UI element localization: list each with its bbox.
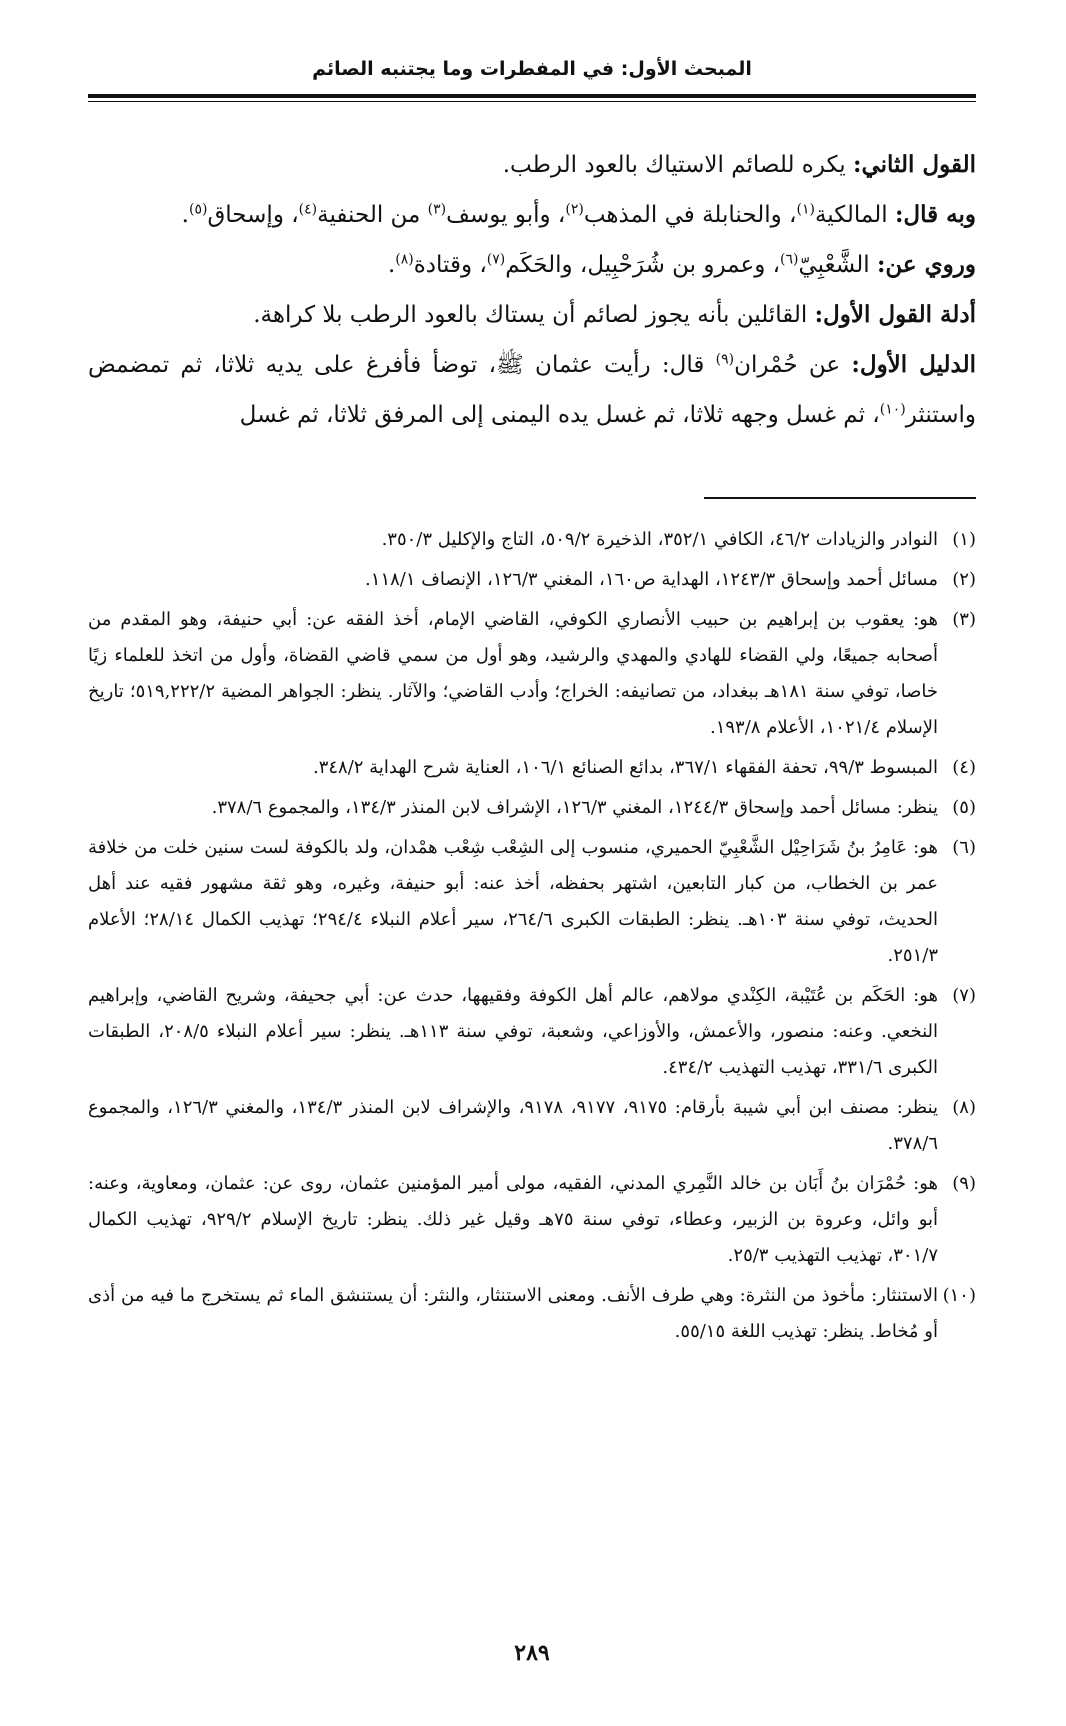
paragraph-lead: القول الثاني: [852,151,976,178]
footnote [88,522,976,558]
footnote-text: المبسوط ٩٩/٣، تحفة الفقهاء ٣٦٧/١، بدائع الصنائع ١٠٦/١، العناية شرح الهداية ٣٤٨/٢. [312,757,938,778]
footnote-number: (١٠) [942,1285,976,1306]
text-run: من الحنفية [317,202,428,228]
footnote-number: (٨) [952,1097,976,1118]
footnote-number: (١) [952,529,976,550]
footnote [88,1090,976,1162]
footnote-text: هو: حُمْرَان بنُ أَبَان بن خالد النَّمِري المدني، الفقيه، مولى أمير المؤمنين عثمان، روى عن: عثمان، ومعاوية، وعنه: أبو وائل، وعروة بن الزبير، وعطاء، توفي سنة ٧٥هـ وقيل غير ذلك. ينظر: تاريخ الإسلام ٩٢٩/٢، تهذيب الكمال ٣٠١/٧، تهذيب التهذيب ٢٥/٣. [88,1173,938,1266]
footnote-number: (٥) [952,797,976,818]
running-header: المبحث الأول: في المفطرات وما يجتنبه الصائم [312,58,752,80]
paragraph-second-opinion [88,140,976,190]
paragraph-evidence-heading [88,290,976,340]
text-run: الشَّعْبِيّ [798,252,877,278]
text-run: . [387,252,396,278]
footnote-text: الاستنثار: مأخوذ من النثرة: وهي طرف الأنف. ومعنى الاستنثار، والنثر: أن يستنشق الماء ثم يستخرج ما فيه من أذى أو مُخاط. ينظر: تهذيب اللغة ٥٥/١٥. [88,1285,938,1342]
paragraph-first-evidence [88,340,976,440]
text-run: ، ثم غسل وجهه ثلاثا، ثم غسل يده اليمنى إلى المرفق ثلاثا، ثم غسل [239,402,880,428]
footnote-text: هو: يعقوب بن إبراهيم بن حبيب الأنصاري الكوفي، القاضي الإمام، أخذ الفقه عن: أبي حنيفة، وهو المقدم من أصحابه جميعًا، ولي القضاء للهادي والمهدي والرشيد، وهو أول من سمي قاضي القضاة، وأول من اتخذ للعلماء زيًا خاصا، توفي سنة ١٨١هـ ببغداد، من تصانيفه: الخراج؛ وأدب القاضي؛ والآثار. ينظر: الجواهر المضية ٥١٩,٢٢٢/٢؛ تاريخ الإسلام ١٠٢١/٤، الأعلام ١٩٣/٨. [88,609,939,738]
footnote [88,562,976,598]
footnote-ref[interactable]: (١٠) [879,401,906,418]
paragraph-lead: وبه قال: [894,201,976,228]
text-run: . [181,202,189,228]
footnote-number: (٩) [952,1173,976,1194]
footnote-number: (٣) [952,609,976,630]
footnote [88,1166,976,1274]
paragraph-lead: الدليل الأول: [851,351,976,378]
footnote [88,830,976,974]
footnote-number: (٢) [952,569,976,590]
header-rule [88,94,976,98]
footnote [88,750,976,786]
footnote-ref[interactable]: (٩) [715,351,735,368]
footnote-ref[interactable]: (٥) [188,201,208,218]
footnote-text: ينظر: مسائل أحمد وإسحاق ١٢٤٤/٣، المغني ١٢٦/٣، الإشراف لابن المنذر ١٣٤/٣، والمجموع ٣٧٨/٦. [211,797,938,818]
main-text [88,140,976,440]
footnote-ref[interactable]: (٢) [565,201,584,218]
footnote [88,1278,976,1350]
text-run: ، وعمرو بن شُرَحْبِيل، والحَكَم [505,252,781,278]
footnote-number: (٤) [952,757,976,778]
footnote-text: النوادر والزيادات ٤٦/٢، الكافي ٣٥٢/١، الذخيرة ٥٠٩/٢، التاج والإكليل ٣٥٠/٣. [381,529,938,550]
footnote-ref[interactable]: (٧) [486,251,506,268]
footnote-number: (٧) [952,985,976,1006]
footnote-number: (٦) [952,837,976,858]
footnote-ref[interactable]: (٨) [395,251,414,268]
header-rule-thin [88,101,976,102]
footnote-text: ينظر: مصنف ابن أبي شيبة بأرقام: ٩١٧٥، ٩١٧٧، ٩١٧٨، والإشراف لابن المنذر ١٣٤/٣، والمغني ١٢٦/٣، والمجموع ٣٧٨/٦. [88,1097,939,1154]
footnote-ref[interactable]: (١) [796,201,815,218]
footnote-text: هو: عَامِرُ بنُ شَرَاحِيْل الشَّعْبِيّ الحميري، منسوب إلى الشِعْب شِعْب همْدان، ولد بالكوفة لست سنين خلت من خلافة عمر بن الخطاب، من كبار التابعين، اشتهر بحفظه، أخذ عنه: أبو حنيفة، وغيره، وهو ثقة مشهور فقيه عند أهل الحديث، توفي سنة ١٠٣هـ. ينظر: الطبقات الكبرى ٢٦٤/٦، سير أعلام النبلاء ٢٩٤/٤؛ تهذيب الكمال ٢٨/١٤؛ الأعلام ٢٥١/٣. [88,837,938,966]
footnote [88,790,976,826]
footnotes [88,522,976,1354]
text-run: ، وأبو يوسف [446,202,566,228]
page-number: ٢٨٩ [514,1640,550,1666]
paragraph-lead: أدلة القول الأول: [814,301,976,328]
paragraph-narrated-from [88,240,976,290]
text-run: ، والحنابلة في المذهب [583,202,797,228]
footnote-text: مسائل أحمد وإسحاق ١٢٤٣/٣، الهداية ص١٦٠، المغني ١٢٦/٣، الإنصاف ١١٨/١. [365,569,938,590]
footnote-ref[interactable]: (٣) [427,201,447,218]
paragraph-lead: وروي عن: [876,251,976,278]
text-run: ، وقتادة [413,252,487,278]
footnote [88,978,976,1086]
paragraph-said-by [88,190,976,240]
text-run: قال: رأيت عثمان ﷺ، توضأ فأفرغ على يديه ثلاثا، ثم تمضمض واستنثر [88,352,976,428]
footnote-separator [704,497,976,499]
footnote-text: هو: الحَكَم بن عُتَيْبة، الكِنْدي مولاهم، عالم أهل الكوفة وفقيهها، حدث عن: أبي جحيفة، وشريح القاضي، وإبراهيم النخعي. وعنه: منصور، والأعمش، والأوزاعي، وشعبة، توفي سنة ١١٣هـ. ينظر: سير أعلام النبلاء ٢٠٨/٥، الطبقات الكبرى ٣٣١/٦، تهذيب التهذيب ٤٣٤/٢. [88,985,938,1078]
footnote [88,602,976,746]
text-run: عن حُمْران [734,352,852,378]
footnote-ref[interactable]: (٤) [298,201,318,218]
paragraph-text: يكره للصائم الاستياك بالعود الرطب. [502,152,853,178]
text-run: ، وإسحاق [207,202,299,228]
book-page [88,0,976,1726]
footnote-ref[interactable]: (٦) [780,251,799,268]
text-run: المالكية [814,202,895,228]
paragraph-text: القائلين بأنه يجوز لصائم أن يستاك بالعود الرطب بلا كراهة. [253,302,815,328]
